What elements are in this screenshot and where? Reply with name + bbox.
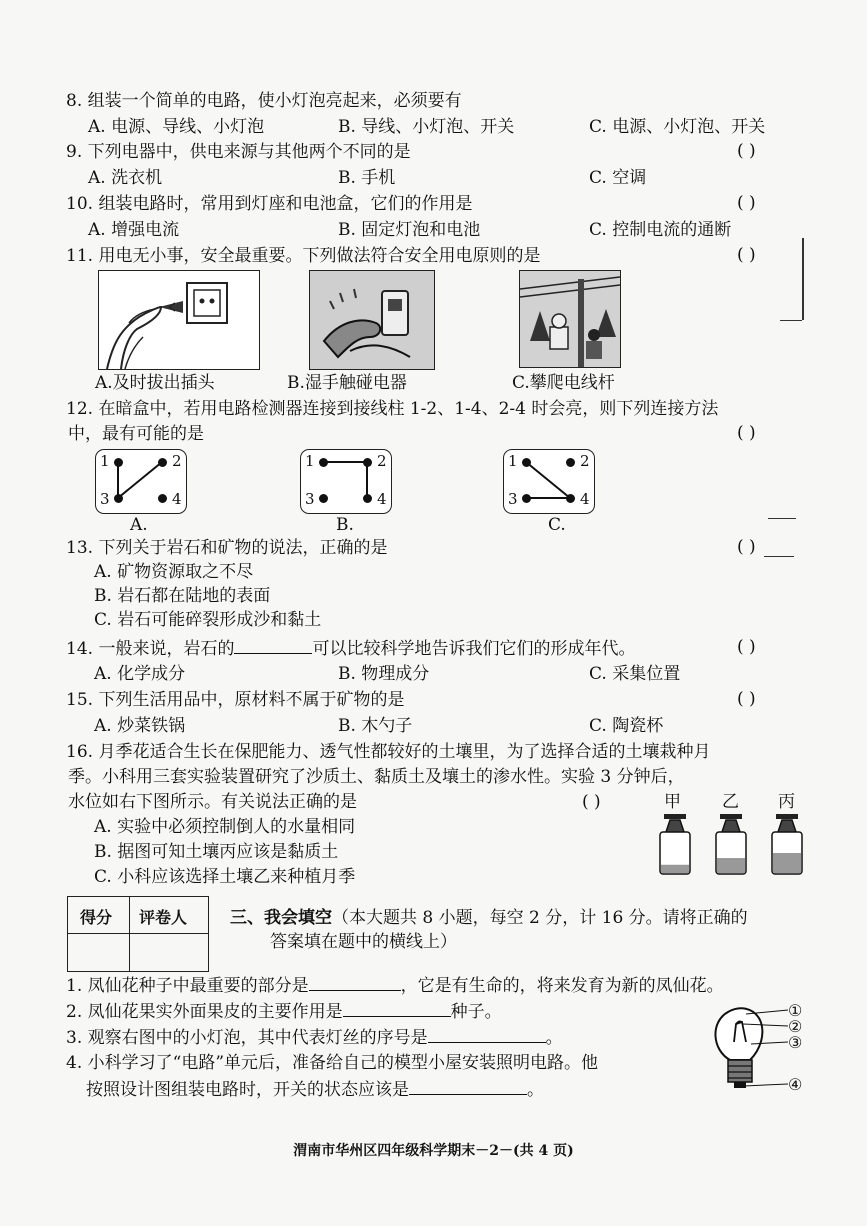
bulb-label-2: ② — [788, 1017, 803, 1036]
edge-mark — [780, 320, 802, 321]
q13-answer-paren: ( ) — [737, 537, 756, 557]
fill4-post: 。 — [527, 1080, 544, 1100]
q14-blank[interactable] — [234, 637, 312, 654]
q16-label-jia: 甲 — [664, 792, 681, 812]
q15-option-b: B. 木勺子 — [338, 716, 413, 736]
terminal-label-2: 2 — [172, 452, 182, 470]
q11-image-a — [98, 270, 260, 370]
fill4-line1: 4. 小科学习了“电路”单元后，准备给自己的模型小屋安装照明电路。他 — [66, 1053, 599, 1073]
q12-answer-paren: ( ) — [737, 423, 756, 443]
edge-mark — [768, 518, 796, 519]
fill2-blank[interactable] — [343, 1000, 451, 1017]
q13-option-c: C. 岩石可能碎裂形成沙和黏土 — [94, 610, 322, 630]
q8-stem: 8. 组装一个简单的电路，使小灯泡亮起来，必须要有 — [66, 91, 462, 111]
bottle-1 — [660, 814, 690, 874]
terminal-1 — [522, 458, 531, 467]
q8-option-c: C. 电源、小灯泡、开关 — [589, 117, 766, 137]
q14-option-c: C. 采集位置 — [589, 664, 681, 684]
q13-option-a: A. 矿物资源取之不尽 — [94, 562, 254, 582]
terminal-label-4: 4 — [377, 490, 387, 508]
terminal-1 — [319, 458, 328, 467]
q16-stem-line3: 水位如右下图所示。有关说法正确的是 — [68, 792, 357, 812]
terminal-label-3: 3 — [508, 490, 518, 508]
terminal-label-3: 3 — [100, 490, 110, 508]
terminal-label-2: 2 — [377, 452, 387, 470]
q11-stem: 11. 用电无小事，安全最重要。下列做法符合安全用电原则的是 — [66, 246, 541, 266]
fill2-post: 种子。 — [450, 1002, 502, 1022]
terminal-4 — [158, 494, 167, 503]
q15-answer-paren: ( ) — [737, 689, 756, 709]
unplug-illustration — [99, 271, 259, 369]
edge-mark — [764, 556, 794, 557]
q11-image-c — [519, 270, 621, 368]
terminal-label-4: 4 — [172, 490, 182, 508]
terminal-label-1: 1 — [305, 452, 315, 470]
q16-stem-line1: 16. 月季花适合生长在保肥能力、透气性都较好的土壤里，为了选择合适的土壤栽种月 — [66, 742, 711, 762]
q11-option-c: C.攀爬电线杆 — [512, 373, 615, 393]
q16-bottle-diagram — [650, 812, 820, 878]
bulb-label-4: ④ — [788, 1075, 803, 1094]
section3-header — [230, 907, 748, 929]
q15-stem: 15. 下列生活用品中，原材料不属于矿物的是 — [66, 690, 405, 710]
q13-option-b: B. 岩石都在陆地的表面 — [94, 586, 271, 606]
fill3-post: 。 — [545, 1028, 563, 1048]
terminal-3 — [114, 494, 123, 503]
q11-image-b — [309, 270, 435, 370]
bulb-label-3: ③ — [788, 1033, 803, 1052]
q10-option-a: A. 增强电流 — [88, 220, 180, 240]
q16-option-b: B. 据图可知土壤丙应该是黏质土 — [94, 842, 339, 862]
q9-answer-paren: ( ) — [737, 141, 756, 161]
q10-option-b: B. 固定灯泡和电池 — [338, 220, 481, 240]
q14-option-b: B. 物理成分 — [338, 664, 430, 684]
fill2-pre: 2. 凤仙花果实外面果皮的主要作用是 — [66, 1002, 343, 1022]
terminal-label-3: 3 — [305, 490, 315, 508]
terminal-label-2: 2 — [580, 452, 590, 470]
q14-stem-pre: 14. 一般来说，岩石的 — [66, 639, 235, 659]
q11-option-b: B.湿手触碰电器 — [287, 373, 407, 393]
page-footer: 渭南市华州区四年级科学期末－2－(共 4 页) — [293, 1143, 574, 1159]
q9-option-b: B. 手机 — [338, 168, 396, 188]
q9-option-c: C. 空调 — [589, 168, 647, 188]
edge-mark — [802, 238, 804, 320]
q12-box-a-wires — [96, 450, 186, 513]
grader-cell[interactable] — [132, 937, 206, 967]
bulb-label-1: ① — [788, 1001, 803, 1020]
grader-label: 评卷人 — [139, 908, 188, 927]
water-level-1 — [661, 865, 689, 873]
section3-desc2: 答案填在题中的横线上） — [270, 932, 457, 952]
terminal-4 — [363, 494, 372, 503]
q16-answer-paren: ( ) — [582, 792, 601, 812]
q12-stem-line1: 12. 在暗盒中，若用电路检测器连接到接线柱 1-2、1-4、2-4 时会亮，则下列连接方法 — [66, 399, 719, 419]
q14-answer-paren: ( ) — [737, 637, 756, 657]
q12-box-c — [503, 449, 595, 514]
q12-box-a — [95, 449, 187, 514]
q12-option-b: B. — [336, 515, 354, 535]
q10-answer-paren: ( ) — [737, 193, 756, 213]
fill1-pre: 1. 凤仙花种子中最重要的部分是 — [66, 976, 309, 996]
q12-box-c-wires — [504, 450, 594, 513]
q14-option-a: A. 化学成分 — [94, 664, 186, 684]
q10-stem: 10. 组装电路时，常用到灯座和电池盒，它们的作用是 — [66, 194, 473, 214]
terminal-3 — [522, 494, 531, 503]
bottle-3 — [772, 814, 802, 874]
q16-option-a: A. 实验中必须控制倒人的水量相同 — [94, 817, 356, 837]
fill4-pre: 按照设计图组装电路时，开关的状态应该是 — [86, 1080, 409, 1100]
terminal-4 — [566, 494, 575, 503]
score-label: 得分 — [80, 908, 113, 927]
score-table — [67, 896, 209, 972]
terminal-1 — [114, 458, 123, 467]
section3-title: 三、我会填空 — [230, 908, 332, 928]
q9-stem: 9. 下列电器中，供电来源与其他两个不同的是 — [66, 142, 411, 162]
q12-option-a: A. — [130, 515, 148, 535]
q15-option-c: C. 陶瓷杯 — [589, 716, 664, 736]
water-level-3 — [773, 853, 801, 873]
terminal-2 — [363, 458, 372, 467]
q9-option-a: A. 洗衣机 — [88, 168, 163, 188]
wet-hands-illustration — [310, 271, 434, 369]
terminal-label-1: 1 — [508, 452, 518, 470]
fill2 — [66, 1000, 502, 1023]
fill3-blank[interactable] — [428, 1026, 546, 1043]
q11-option-a: A.及时拔出插头 — [95, 373, 215, 393]
terminal-label-4: 4 — [580, 490, 590, 508]
terminal-2 — [566, 458, 575, 467]
q8-option-b: B. 导线、小灯泡、开关 — [338, 117, 515, 137]
q11-answer-paren: ( ) — [737, 245, 756, 265]
q16-option-c: C. 小科应该选择土壤乙来种植月季 — [94, 867, 356, 887]
terminal-2 — [158, 458, 167, 467]
fill1 — [66, 974, 724, 997]
fill1-post: ，它是有生命的，将来发育为新的凤仙花。 — [400, 976, 724, 996]
q8-option-a: A. 电源、导线、小灯泡 — [88, 117, 265, 137]
terminal-label-1: 1 — [100, 452, 110, 470]
q10-option-c: C. 控制电流的通断 — [589, 220, 732, 240]
score-cell[interactable] — [70, 937, 127, 967]
q16-label-yi: 乙 — [722, 792, 739, 812]
q15-option-a: A. 炒菜铁锅 — [94, 716, 186, 736]
terminal-3 — [319, 494, 328, 503]
q12-option-c: C. — [548, 515, 566, 535]
fill4-line2 — [86, 1078, 544, 1101]
q12-box-b — [300, 449, 392, 514]
q16-label-bing: 丙 — [778, 792, 795, 812]
fill3-pre: 3. 观察右图中的小灯泡，其中代表灯丝的序号是 — [66, 1028, 428, 1048]
fill4-blank[interactable] — [409, 1078, 527, 1095]
q13-stem: 13. 下列关于岩石和矿物的说法，正确的是 — [66, 538, 388, 558]
climbing-pole-illustration — [520, 271, 620, 367]
water-level-2 — [717, 858, 745, 873]
q14-stem — [66, 637, 635, 660]
q16-stem-line2: 季。小科用三套实验装置研究了沙质土、黏质土及壤土的渗水性。实验 3 分钟后， — [68, 767, 685, 787]
section3-desc1: （本大题共 8 小题，每空 2 分，计 16 分。请将正确的 — [332, 908, 748, 928]
fill1-blank[interactable] — [309, 974, 401, 991]
fill3 — [66, 1026, 563, 1049]
bottle-2 — [716, 814, 746, 874]
q12-box-b-wires — [301, 450, 391, 513]
q12-stem-line2: 中，最有可能的是 — [68, 424, 204, 444]
q14-stem-post: 可以比较科学地告诉我们它们的形成年代。 — [312, 639, 636, 659]
